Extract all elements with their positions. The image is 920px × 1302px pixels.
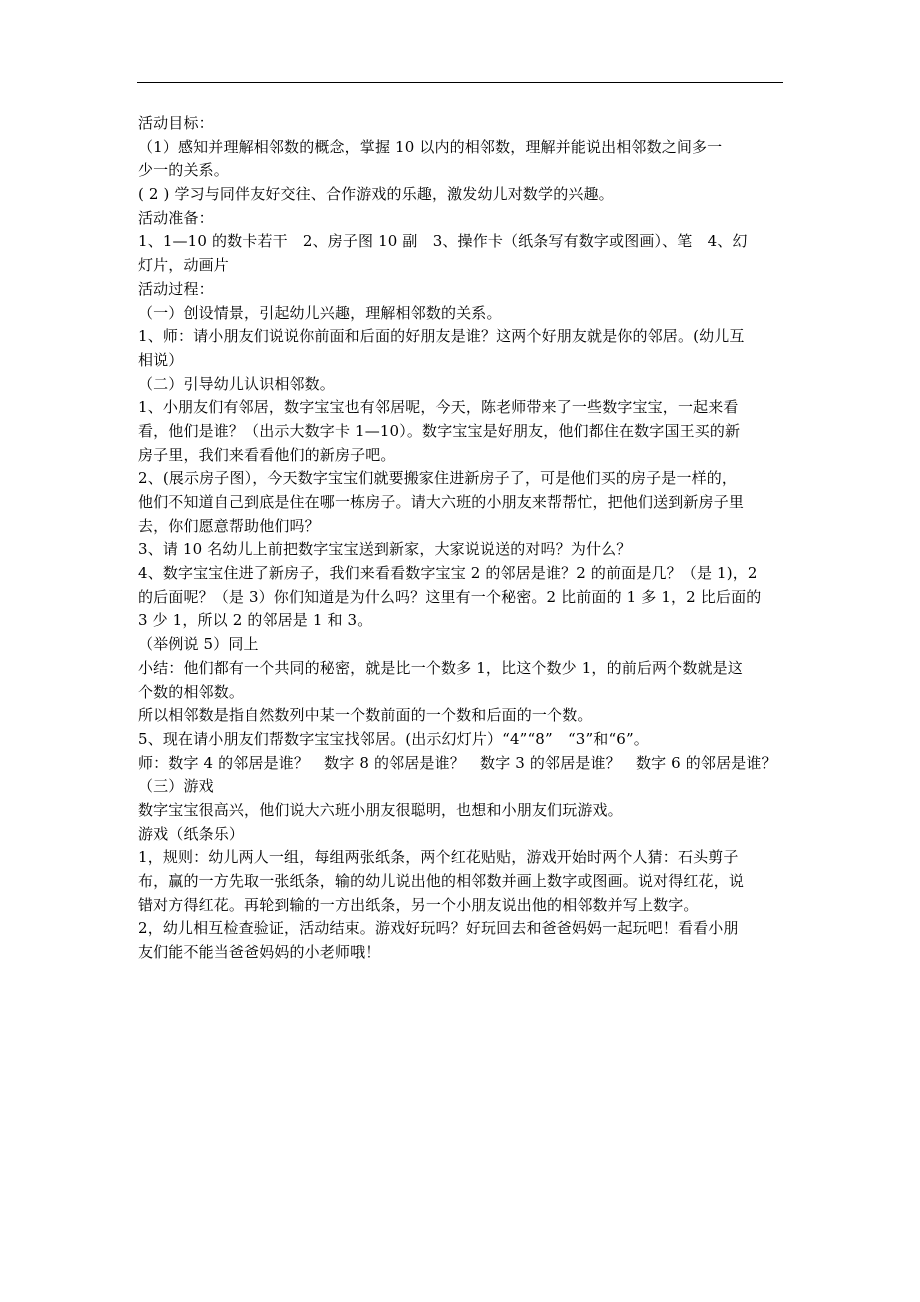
- text-line: 友们能不能当爸爸妈妈的小老师哦！: [138, 943, 381, 962]
- text-line: 3 少 1，所以 2 的邻居是 1 和 3。: [138, 611, 373, 630]
- text-line: 数字宝宝很高兴，他们说大六班小朋友很聪明，也想和小朋友们玩游戏。: [138, 800, 623, 819]
- text-line: 灯片，动画片: [138, 256, 229, 275]
- document-body: [138, 112, 788, 965]
- text-line: 3、请 10 名幼儿上前把数字宝宝送到新家，大家说说送的对吗？为什么？: [138, 540, 632, 559]
- text-line: 布，赢的一方先取一张纸条，输的幼儿说出他的相邻数并画上数字或图画。说对得红花，说: [138, 872, 745, 890]
- text-line: 活动目标：: [138, 114, 214, 132]
- text-line: 1、师：请小朋友们说说你前面和后面的好朋友是谁？这两个好朋友就是你的邻居。(幼儿互: [138, 327, 745, 346]
- text-line: 活动过程：: [138, 279, 214, 298]
- text-line: 房子里，我们来看看他们的新房子吧。: [138, 445, 396, 464]
- text-line: 2，幼儿相互检查验证，活动结束。游戏好玩吗？好玩回去和爸爸妈妈一起玩吧！看看小朋: [138, 919, 739, 938]
- text-line: （三）游戏: [138, 777, 214, 796]
- text-line: ( 2 ) 学习与同伴友好交往、合作游戏的乐趣，激发幼儿对数学的兴趣。: [138, 185, 614, 204]
- text-line: 他们不知道自己到底是住在哪一栋房子。请大六班的小朋友来帮帮忙，把他们送到新房子里: [138, 493, 745, 511]
- text-line: 师：数字 4 的邻居是谁？ 数字 8 的邻居是谁？ 数字 3 的邻居是谁？ 数字 6 的邻居是谁？: [138, 753, 777, 772]
- text-line: 2、(展示房子图），今天数字宝宝们就要搬家住进新房子了，可是他们买的房子是一样的，: [138, 469, 738, 488]
- text-line: 个数的相邻数。: [138, 682, 245, 701]
- text-line: 1、小朋友们有邻居，数字宝宝也有邻居呢，今天，陈老师带来了一些数字宝宝，一起来看: [138, 398, 739, 417]
- text-line: （1）感知并理解相邻数的概念，掌握 10 以内的相邻数，理解并能说出相邻数之间多一: [138, 137, 723, 156]
- header-rule: [137, 82, 783, 83]
- text-line: 所以相邻数是指自然数列中某一个数前面的一个数和后面的一个数。: [138, 706, 593, 725]
- text-line: 小结：他们都有一个共同的秘密，就是比一个数多 1，比这个数少 1，的前后两个数就是这: [138, 658, 743, 677]
- text-line: （举例说 5）同上: [138, 635, 259, 654]
- text-line: 1，规则：幼儿两人一组，每组两张纸条，两个红花贴贴，游戏开始时两个人猜：石头剪子: [138, 848, 739, 867]
- text-line: （一）创设情景，引起幼儿兴趣，理解相邻数的关系。: [138, 303, 502, 322]
- text-line: 5、现在请小朋友们帮数字宝宝找邻居。(出示幻灯片）“4”“8” “3”和“6”。: [138, 729, 649, 748]
- text-line: 错对方得红花。再轮到输的一方出纸条，另一个小朋友说出他的相邻数并写上数字。: [138, 895, 699, 914]
- text-line: 活动准备：: [138, 208, 214, 227]
- text-line: 的后面呢？（是 3）你们知道是为什么吗？这里有一个秘密。2 比前面的 1 多 1，2 比后面的: [138, 587, 762, 606]
- text-line: 少一的关系。: [138, 161, 229, 180]
- text-line: 去，你们愿意帮助他们吗？: [138, 516, 320, 535]
- text-line: （二）引导幼儿认识相邻数。: [138, 374, 335, 393]
- text-line: 4、数字宝宝住进了新房子，我们来看看数字宝宝 2 的邻居是谁？2 的前面是几？（是 1)，2: [138, 564, 758, 583]
- text-line: 相说）: [138, 350, 184, 369]
- text-line: 看，他们是谁？（出示大数字卡 1—10）。数字宝宝是好朋友，他们都住在数字国王买的新: [138, 421, 741, 440]
- text-line: 1、1—10 的数卡若干 2、房子图 10 副 3、操作卡（纸条写有数字或图画）、笔 4、幻: [138, 232, 748, 251]
- text-line: 游戏（纸条乐）: [138, 824, 245, 843]
